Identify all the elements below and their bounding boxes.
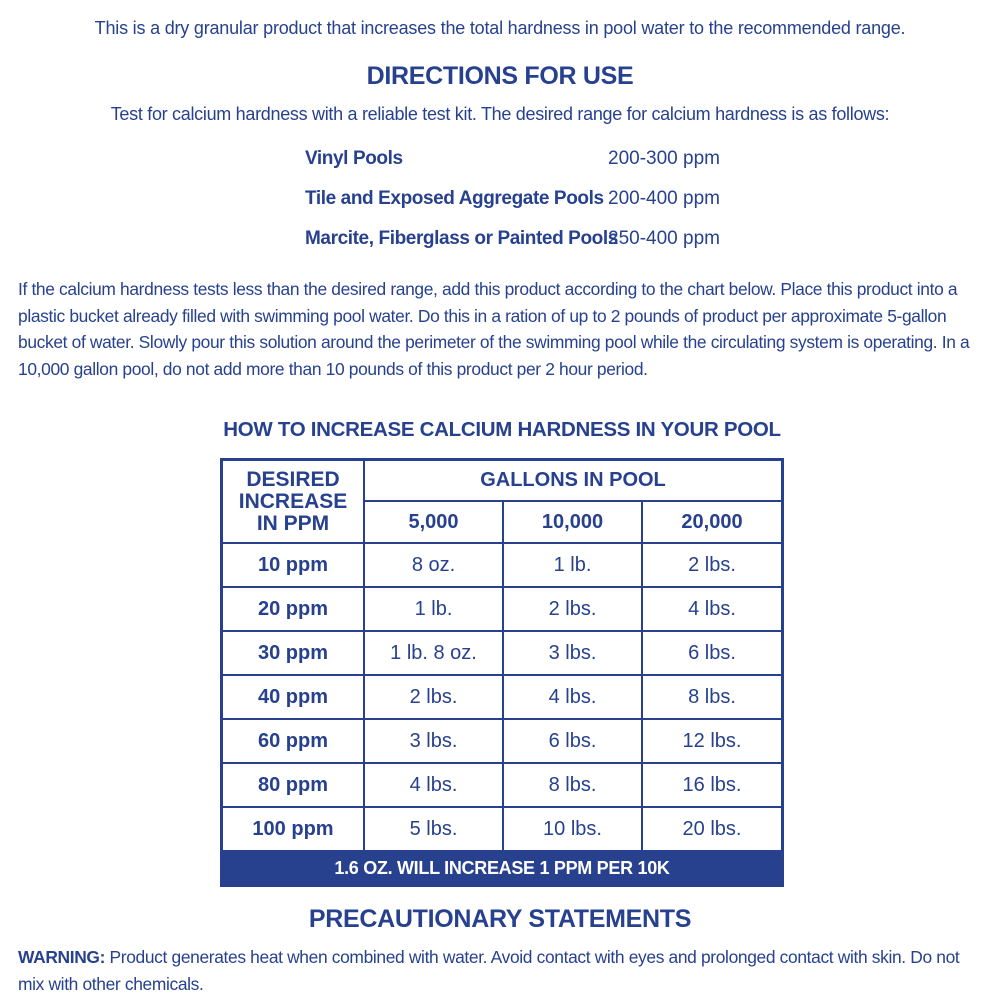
range-ppm-value: 200-400 ppm: [608, 188, 720, 209]
range-pool-label: Vinyl Pools: [305, 148, 403, 169]
dosage-cell: 3 lbs.: [503, 631, 642, 675]
range-row-tile: [305, 188, 805, 214]
header-desired-increase-label: DESIRED INCREASE IN PPM: [238, 467, 348, 535]
directions-heading: DIRECTIONS FOR USE: [366, 62, 634, 90]
dosage-cell: 8 lbs.: [642, 675, 781, 719]
dosage-cell: 16 lbs.: [642, 763, 781, 807]
dosage-cell: 4 lbs.: [364, 763, 503, 807]
dosage-cell: 12 lbs.: [642, 719, 781, 763]
dosage-cell: 6 lbs.: [642, 631, 781, 675]
dosage-cell: 2 lbs.: [642, 543, 781, 587]
warning-text: Product generates heat when combined with water. Avoid contact with eyes and prolonged contact with skin. Do not mix with other chemicals.: [18, 947, 960, 994]
header-gallons-in-pool: GALLONS IN POOL: [364, 461, 781, 501]
desired-increase-cell: 80 ppm: [223, 763, 364, 807]
dosage-cell: 10 lbs.: [503, 807, 642, 851]
column-header-5000: 5,000: [364, 501, 503, 543]
test-instruction: Test for calcium hardness with a reliable test kit. The desired range for calcium hardness is as follows:: [110, 104, 890, 124]
dosage-table-body: [223, 543, 781, 851]
dosage-cell: 1 lb. 8 oz.: [364, 631, 503, 675]
chart-title: HOW TO INCREASE CALCIUM HARDNESS IN YOUR POOL: [223, 418, 781, 441]
table-row: [223, 543, 781, 587]
range-row-marcite: [305, 228, 805, 254]
table-row: [223, 719, 781, 763]
dosage-cell: 3 lbs.: [364, 719, 503, 763]
column-header-10000: 10,000: [503, 501, 642, 543]
table-footer-note: 1.6 OZ. WILL INCREASE 1 PPM PER 10K: [223, 851, 781, 884]
table-row: [223, 631, 781, 675]
warning-statement: [18, 944, 988, 998]
desired-increase-cell: 100 ppm: [223, 807, 364, 851]
desired-increase-cell: 40 ppm: [223, 675, 364, 719]
range-pool-label: Marcite, Fiberglass or Painted Pools: [305, 228, 618, 249]
range-row-vinyl: [305, 148, 805, 174]
precaution-heading: PRECAUTIONARY STATEMENTS: [308, 905, 692, 933]
table-row: [223, 763, 781, 807]
dosage-cell: 6 lbs.: [503, 719, 642, 763]
header-desired-increase: [223, 461, 364, 543]
dosage-cell: 20 lbs.: [642, 807, 781, 851]
dosage-cell: 1 lb.: [503, 543, 642, 587]
desired-increase-cell: 20 ppm: [223, 587, 364, 631]
dosage-table-frame: [220, 458, 784, 887]
table-row: [223, 587, 781, 631]
intro-text: This is a dry granular product that increases the total hardness in pool water to the recommended range.: [94, 18, 906, 38]
dosage-cell: 1 lb.: [364, 587, 503, 631]
desired-increase-cell: 30 ppm: [223, 631, 364, 675]
dosage-cell: 5 lbs.: [364, 807, 503, 851]
dosage-cell: 2 lbs.: [364, 675, 503, 719]
dosage-table: [223, 461, 781, 884]
dosage-cell: 4 lbs.: [503, 675, 642, 719]
range-pool-label: Tile and Exposed Aggregate Pools: [305, 188, 604, 209]
dosage-cell: 4 lbs.: [642, 587, 781, 631]
desired-increase-cell: 10 ppm: [223, 543, 364, 587]
warning-label: WARNING:: [18, 947, 106, 967]
range-ppm-value: 250-400 ppm: [608, 228, 720, 249]
range-ppm-value: 200-300 ppm: [608, 148, 720, 169]
column-header-20000: 20,000: [642, 501, 781, 543]
dosage-cell: 8 lbs.: [503, 763, 642, 807]
table-row: [223, 807, 781, 851]
dosage-cell: 8 oz.: [364, 543, 503, 587]
desired-increase-cell: 60 ppm: [223, 719, 364, 763]
usage-paragraph: If the calcium hardness tests less than the desired range, add this product according to the chart below. Place this product into a plastic bucket already filled with swimming pool water. Do this in a ration of up to 2 pounds of product per approximate 5-gallon bucket of water. Slowly pour this solution around the perimeter of the swimming pool while the circulating system is operating. In a 10,000 gallon pool, do not add more than 10 pounds of this product per 2 hour period.: [18, 279, 970, 379]
dosage-cell: 2 lbs.: [503, 587, 642, 631]
table-row: [223, 675, 781, 719]
